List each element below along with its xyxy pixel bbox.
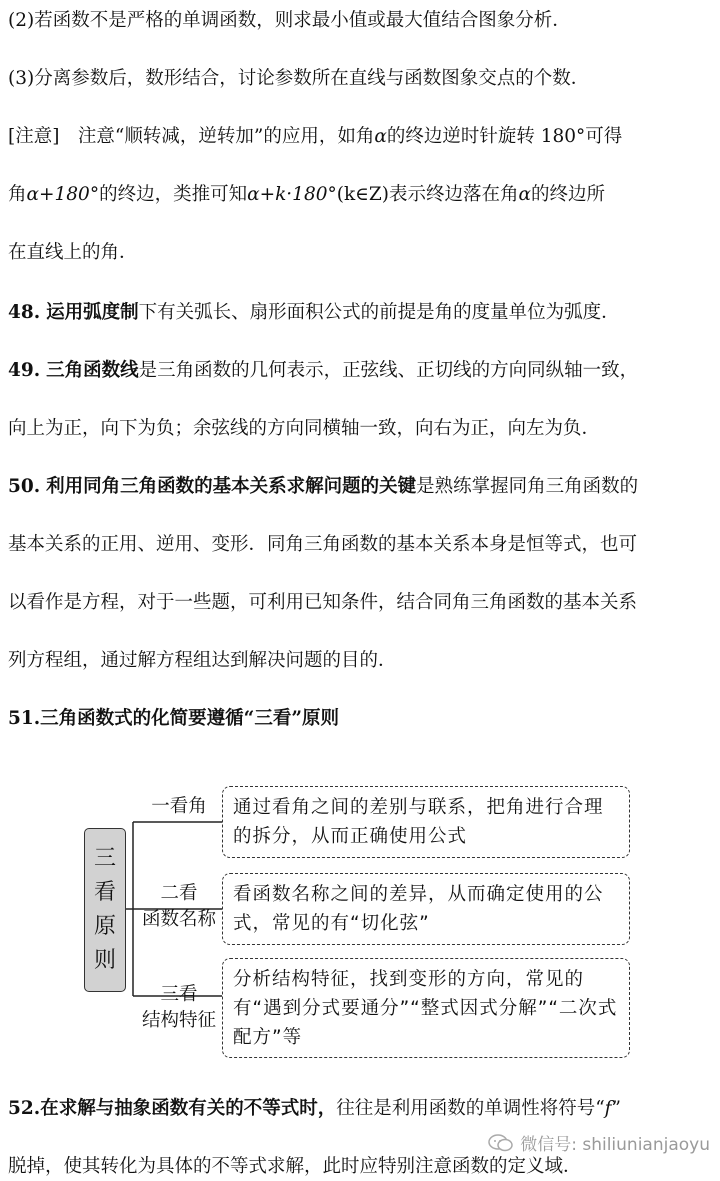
text-line-5: 在直线上的角． (8, 242, 138, 263)
item-48-number: 48. (8, 302, 41, 323)
root-char-3: 原 (93, 914, 116, 939)
text-line-2: (3)分离参数后，数形结合，讨论参数所在直线与函数图象交点的个数． (8, 68, 590, 89)
item-50-line-3: 以看作是方程，对于一些题，可利用已知条件，结合同角三角函数的基本关系 (8, 592, 638, 613)
branch-label-3-line-2: 结构特征 (141, 1010, 216, 1031)
item-50-text: 是熟练掌握同角三角函数的 (416, 476, 639, 497)
note-part-b: 的终边逆时针旋转 180°可得 (386, 126, 623, 147)
item-52-quote: ” (611, 1098, 621, 1119)
item-48-text: 下有关弧长、扇形面积公式的前提是角的度量单位为弧度． (138, 302, 620, 323)
item-48-keyword: 运用弧度制 (46, 302, 139, 323)
line4-part-a: 角 (8, 184, 27, 205)
item-52 (8, 1096, 712, 1122)
root-char-4: 则 (93, 948, 116, 973)
three-look-diagram (0, 770, 720, 1070)
function-symbol-f: f (604, 1098, 612, 1119)
branch-label-2-line-2: 函数名称 (141, 909, 216, 930)
item-52-text: 往往是利用函数的单调性将符号“ (336, 1098, 605, 1119)
watermark-text: 微信号: shiliunianjaoyu (520, 1135, 710, 1155)
root-node (84, 828, 126, 992)
item-52-line-2: 脱掉，使其转化为具体的不等式求解，此时应特别注意函数的定义域． (8, 1156, 582, 1177)
branch-box-angle: 通过看角之间的差别与联系，把角进行合理的拆分，从而正确使用公式 (222, 786, 630, 858)
text-line-4 (8, 182, 712, 208)
text-line-1: (2)若函数不是严格的单调函数，则求最小值或最大值结合图象分析． (8, 10, 571, 31)
expr-alpha-180: α+180° (26, 184, 100, 205)
line4-part-c: (k∈Z)表示终边落在角 (336, 184, 519, 205)
line4-part-b: 的终边，类推可知 (99, 184, 248, 205)
branch-box-function-name: 看函数名称之间的差异，从而确定使用的公式，常见的有“切化弦” (222, 873, 630, 945)
branch-box-structure: 分析结构特征，找到变形的方向，常见的有“遇到分式要通分”“整式因式分解”“二次式配方”等 (222, 958, 630, 1058)
item-52-keyword: 在求解与抽象函数有关的不等式时， (40, 1098, 337, 1119)
item-52-number: 52. (8, 1098, 41, 1119)
item-50-keyword: 利用同角三角函数的基本关系求解问题的关键 (46, 476, 417, 497)
item-51-heading: 51.三角函数式的化简要遵循“三看”原则 (8, 708, 339, 729)
item-50-line-2: 基本关系的正用、逆用、变形．同角三角函数的基本关系本身是恒等式，也可 (8, 534, 638, 555)
branch-label-2-line-1: 二看 (160, 883, 198, 904)
item-49-line-2: 向上为正，向下为负；余弦线的方向同横轴一致，向右为正，向左为负． (8, 418, 601, 439)
item-49-number: 49. (8, 360, 41, 381)
alpha-symbol-2: α (518, 184, 531, 205)
item-50-line-4: 列方程组，通过解方程组达到解决问题的目的． (8, 650, 397, 671)
item-49-text: 是三角函数的几何表示，正弦线、正切线的方向同纵轴一致， (138, 360, 639, 381)
branch-label-angle: 一看角 (151, 796, 207, 817)
branch-label-3-line-1: 三看 (160, 984, 198, 1005)
alpha-symbol: α (374, 126, 387, 147)
line4-part-d: 的终边所 (530, 184, 605, 205)
note-part-a: [注意] 注意“顺转减，逆转加”的应用，如角 (8, 126, 375, 147)
expr-alpha-k180: α+k·180° (247, 184, 337, 205)
branch-label-structure (136, 982, 222, 1034)
root-char-1: 三 (93, 846, 116, 871)
branch-label-function-name (136, 881, 222, 933)
item-49-keyword: 三角函数线 (46, 360, 139, 381)
item-48 (8, 300, 712, 326)
text-line-3 (8, 124, 712, 150)
root-char-2: 看 (93, 880, 116, 905)
item-50-number: 50. (8, 476, 41, 497)
watermark (488, 1130, 710, 1155)
item-50 (8, 474, 712, 500)
item-49 (8, 358, 712, 384)
wechat-icon (488, 1133, 514, 1153)
